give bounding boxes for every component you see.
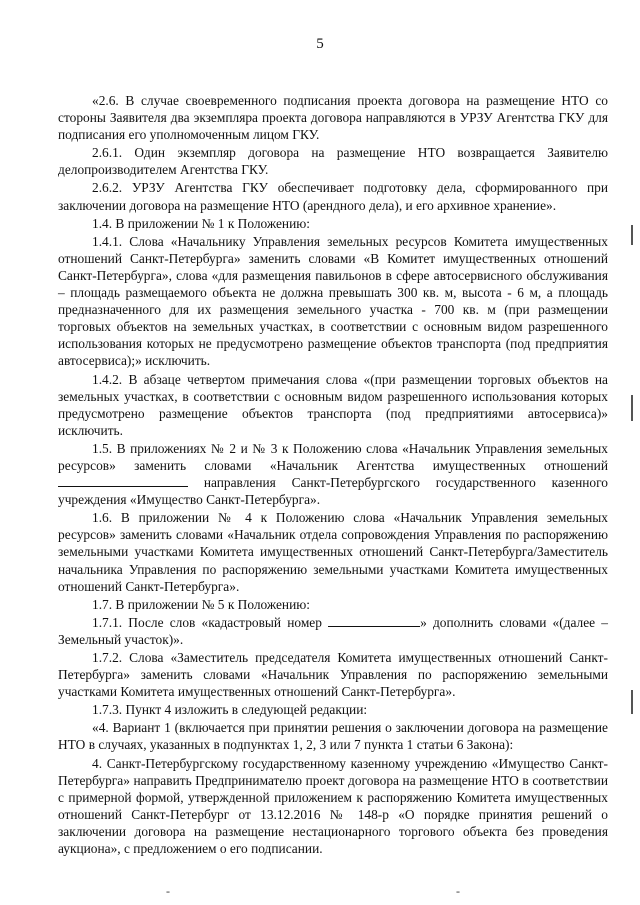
- paragraph-2-6-1: 2.6.1. Один экземпляр договора на размещение НТО возвращается Заявителю делопроизводителем Агентства ГКУ.: [58, 145, 608, 178]
- paragraph-2-6: «2.6. В случае своевременного подписания проекта договора на размещение НТО со стороны Заявителя два экземпляра проекта договора направляются в УРЗУ Агентства ГКУ для подписания его уполномоченным лицом ГКУ.: [58, 93, 608, 143]
- paragraph-1-6: 1.6. В приложении № 4 к Положению слова «Начальник Управления земельных ресурсов» заменить словами «Начальник отдела сопровождения Управления по распоряжению земельными участками Комитета имущественных отношений Санкт-Петербурга/Заместитель начальника Управления по распоряжению земельными участками Комитета имущественных отношений Санкт-Петербурга».: [58, 510, 608, 594]
- variant-1-paragraph: «4. Вариант 1 (включается при принятии решения о заключении договора на размещение НТО в случаях, указанных в подпунктах 1, 2, 3 или 7 пункта 1 статьи 6 Закона):: [58, 720, 608, 753]
- paragraph-1-7: 1.7. В приложении № 5 к Положению:: [92, 596, 310, 612]
- page-number: 5: [316, 36, 324, 52]
- paragraph-1-5: [58, 440, 608, 508]
- document-body: [58, 92, 608, 858]
- scan-edge-mark: [631, 690, 633, 714]
- paragraph-1-7-1: [58, 614, 608, 648]
- paragraph-1-5-text: 1.5. В приложениях № 2 и № 3 к Положению слова «Начальник Управления земельных ресурсов» заменить словами «Начальник Агентства имущественных отношений: [58, 440, 608, 473]
- point-4-paragraph: 4. Санкт-Петербургскому государственному казенному учреждению «Имущество Санкт-Петербурга» направить Предпринимателю проект договора на размещение НТО в соответствии с примерной формой, утвержденной приложением к распоряжению Комитета имущественных отношений Санкт-Петербург от 13.12.2016 № 148-р «О порядке принятия решений о заключении договора на размещение нестационарного торгового объекта без проведения аукциона», с предложением о его подписании.: [58, 755, 608, 857]
- scan-edge-mark: [631, 395, 633, 421]
- blank-underline: [58, 486, 188, 487]
- scan-edge-mark: [631, 225, 633, 245]
- cadastral-number-blank: [328, 626, 420, 627]
- paragraph-1-5-continuation: направления Санкт-Петербургского государственного казенного учреждения «Имущество Санкт-Петербурга».: [58, 475, 608, 508]
- scan-artifact-mark: -: [456, 884, 460, 898]
- paragraph-1-4-2: 1.4.2. В абзаце четвертом примечания слова «(при размещении торговых объектов на земельных участках, в соответствии с основным видом разрешенного использования которых предусмотрено размещение объектов транспорта (под предприятиями автосервиса)» исключить.: [58, 371, 608, 438]
- paragraph-1-7-1-text: 1.7.1. После слов «кадастровый номер: [92, 614, 322, 630]
- paragraph-2-6-2: 2.6.2. УРЗУ Агентства ГКУ обеспечивает подготовку дела, сформированного при заключении договора на размещение НТО (арендного дела), и его архивное хранение».: [58, 180, 608, 213]
- paragraph-1-7-2: 1.7.2. Слова «Заместитель председателя Комитета имущественных отношений Санкт-Петербурга» заменить словами «Начальник Управления по распоряжению земельными участками Комитета имущественных отношений Санкт-Петербурга».: [58, 650, 608, 700]
- paragraph-1-4: 1.4. В приложении № 1 к Положению:: [92, 215, 310, 231]
- paragraph-1-7-3: 1.7.3. Пункт 4 изложить в следующей редакции:: [92, 702, 368, 718]
- paragraph-1-7-1-continuation: » дополнить словами «(далее – Земельный участок)».: [58, 614, 608, 647]
- paragraph-1-4-1: 1.4.1. Слова «Начальнику Управления земельных ресурсов Комитета имущественных отношений Санкт-Петербурга» заменить словами «В Комитет имущественных отношений Санкт-Петербурга», слова «для размещения павильонов в сфере автосервисного обслуживания – площадь размещаемого объекта не должна превышать 300 кв. м, высота - 6 м, а площадь предназначенного для их размещения земельного участка - 700 кв. м (при размещении торговых объектов на земельных участках, в соответствии с основным видом разрешенного использования которых не предусмотрено размещение объектов транспорта (под предприятия автосервиса);» исключить.: [58, 233, 608, 369]
- scan-artifact-mark: -: [166, 884, 170, 898]
